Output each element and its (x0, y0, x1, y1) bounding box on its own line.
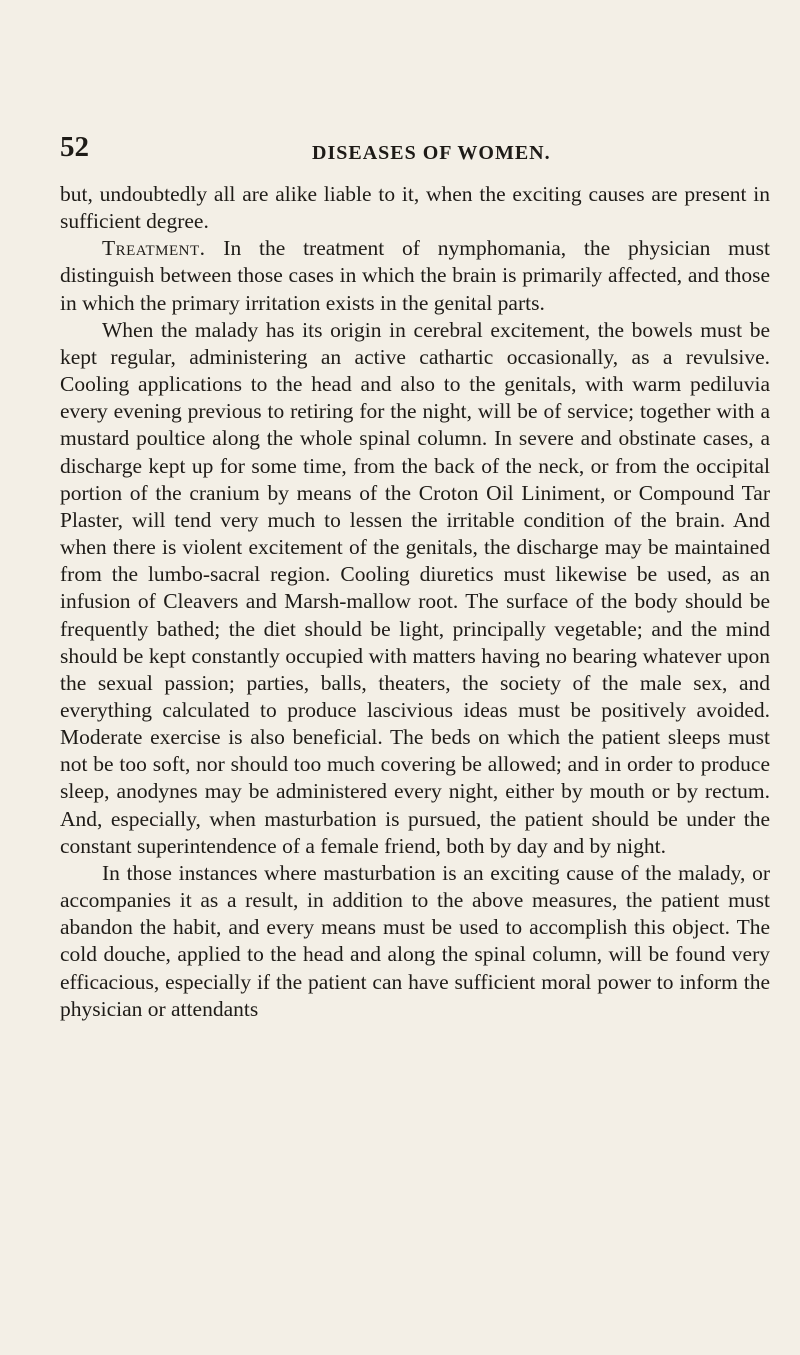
paragraph-3: When the malady has its origin in cerebral excitement, the bowels must be kept regular, administering an active cathartic occasionally, as a revulsive. Cooling applications to the head and also to the genitals, with warm pediluvia every evening previous to retiring for the night, will be of service; together with a mustard poultice along the whole spinal column. In severe and obstinate cases, a discharge kept up for some time, from the back of the neck, or from the occipital portion of the cranium by means of the Croton Oil Liniment, or Compound Tar Plaster, will tend very much to lessen the irritable condition of the brain. And when there is violent excitement of the genitals, the discharge may be maintained from the lumbo-sacral region. Cooling diuretics must likewise be used, as an infusion of Cleavers and Marsh-mallow root. The surface of the body should be frequently bathed; the diet should be light, principally vegetable; and the mind should be kept constantly occupied with matters having no bearing whatever upon the sexual passion; parties, balls, theaters, the society of the male sex, and everything calculated to produce lascivious ideas must be positively avoided. Moderate exercise is also beneficial. The beds on which the patient sleeps must not be too soft, nor should too much covering be allowed; and in order to produce sleep, anodynes may be administered every night, either by mouth or by rectum. And, especially, when masturbation is pursued, the patient should be under the constant superintendence of a female friend, both by day and by night. (60, 317, 770, 858)
paragraph-1: but, undoubtedly all are alike liable to it, when the exciting causes are present in sufficient degree. (60, 182, 770, 234)
running-head: DISEASES OF WOMEN. (312, 142, 551, 164)
section-heading-treatment: Treatment. (102, 236, 206, 261)
body-text (60, 181, 770, 1023)
paragraph-treatment (60, 235, 770, 316)
paragraph-treatment-text: In the treatment of nymphomania, the physician must distinguish between those cases in which the brain is primarily affected, and those in which the primary irritation exists in the genital parts. (60, 236, 770, 315)
paragraph-4: In those instances where masturbation is an exciting cause of the malady, or accompanies it as a result, in addition to the above measures, the patient must abandon the habit, and every means must be used to accomplish this object. The cold douche, applied to the head and along the spinal column, will be found very efficacious, especially if the patient can have sufficient moral power to inform the physician or attendants (60, 860, 770, 1021)
page-number: 52 (60, 131, 89, 163)
